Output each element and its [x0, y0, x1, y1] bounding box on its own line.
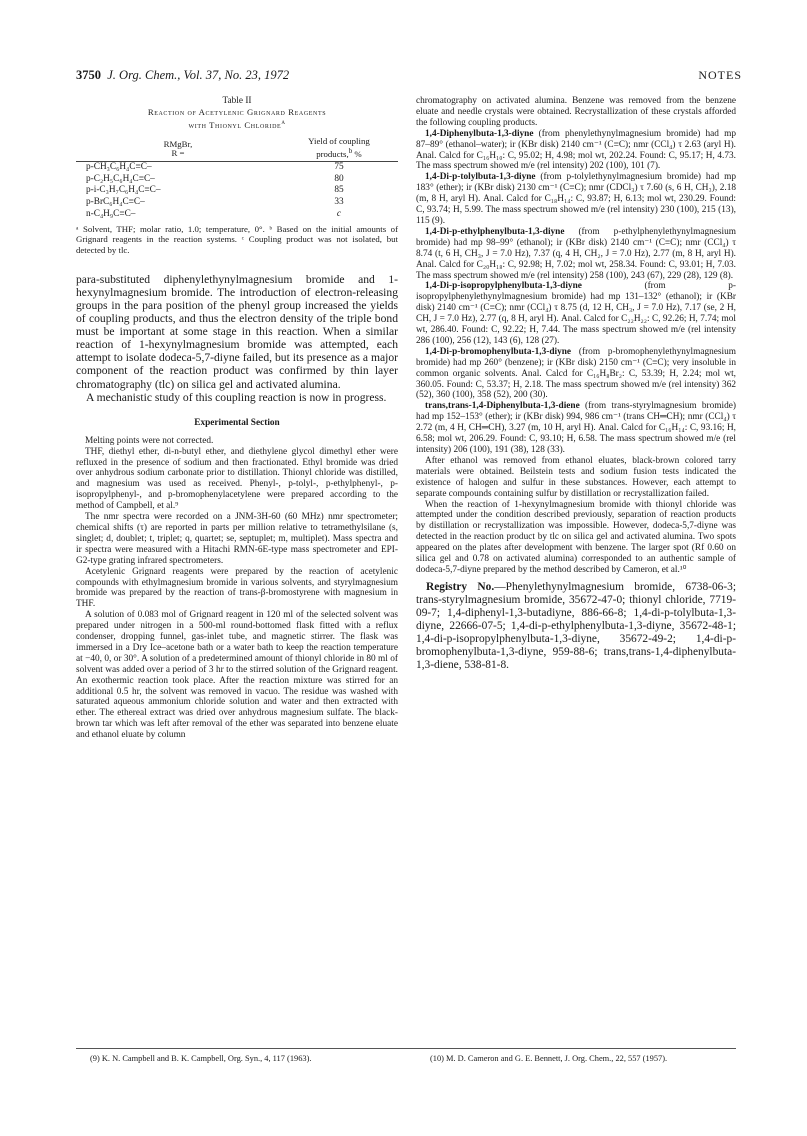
compound-name: 1,4-Di-p-ethylphenylbuta-1,3-diyne [425, 226, 565, 237]
registry-text: —Phenylethynylmagnesium bromide, 6738-06-3; trans-styrylmagnesium bromide, 35672-47-0; thionyl chloride, 7719-09-7; 1,4-diphenyl-1,3-butadiyne, 886-66-8; 1,4-di-p-tolylbuta-1,3-diyne, 22666-07-5; 1,4-di-p-ethylphenylbuta-1,3-diyne, 35672-48-1; 1,4-di-p-isopropylphenylbuta-1,3-diyne, 35672-49-2; 1,4-di-p-bromophenylbuta-1,3-diyne, 959-88-6; trans,trans-1,4-diphenylbuta-1,3-diene, 538-81-8. [416, 580, 736, 672]
table-caption-line2 [76, 117, 398, 130]
compound-entry [416, 281, 736, 346]
table-row [76, 209, 398, 221]
compound-entry [416, 347, 736, 402]
table-row [76, 185, 398, 197]
left-column [76, 96, 398, 741]
compound-entry [416, 227, 736, 282]
table-ii [76, 96, 398, 255]
compound-entry [416, 129, 736, 173]
table-caption-line2-text: with Thionyl Chloride [188, 120, 282, 131]
table-cell-yield: 33 [334, 197, 344, 207]
discussion-paragraph: When the reaction of 1-hexynylmagnesium bromide with thionyl chloride was attempted under the condition described previously, separation of reaction products by distillation or recrystallization was impossible. However, dodeca-5,7-diyne was detected in the reaction product by tlc on silica gel and activated alumina. Two spots appeared on the plates after development with benzene. The larger spot (Rf 0.60 on silica gel and 0.78 on activated alumina) corresponded to an authentic sample of dodeca-5,7-diyne prepared by the method described by Cameron, et al.¹⁰ [416, 499, 736, 575]
registry-numbers [416, 581, 736, 673]
experimental-text [76, 436, 398, 741]
experimental-paragraph: Acetylenic Grignard reagents were prepared by the reaction of acetylenic compounds with ethylmagnesium bromide in various solvents, and styrylmagnesium bromide was prepared by the reaction of trans-β-bromostyrene with magnesium in THF. [76, 566, 398, 610]
table-title: Table II [222, 96, 252, 106]
table-row [76, 197, 398, 209]
experimental-heading: Experimental Section [194, 417, 280, 428]
compound-data: (from trans-styrylmagnesium bromide) had mp 152–153° (ether); ir (KBr disk) 994, 986 cm⁻¹ (trans CH═CH); nmr (CCl₄) τ 2.72 (m, 4 H, CH═CH), 3.27 (m, 10 H, aryl H). Anal. Calcd for C₁₆H₁₄: C, 93.16; H, 6.58; mol wt, 206.29. Found: C, 93.10; H, 6.58. The mass spectrum showed m/e (rel intensity) 206 (100), 191 (38), 128 (33). [416, 401, 736, 455]
page-header [76, 68, 742, 84]
table-footnotes: ᵃ Solvent, THF; molar ratio, 1.0; temperature, 0°. ᵇ Based on the initial amounts of Grignard reagents in the reaction systems. ᶜ Coupling product was not isolated, but detected by tlc. [76, 224, 398, 255]
experimental-paragraph: A solution of 0.083 mol of Grignard reagent in 120 ml of the selected solvent was prepared under nitrogen in a 500-ml round-bottomed flask fitted with a reflux condenser, dropping funnel, gas-inlet tube, and magnetic stirrer. The flask was immersed in a Dry Ice–acetone bath or a water bath to keep the reaction temperature at −40, 0, or 30°. A solution of a predetermined amount of thionyl chloride in 80 ml of solvent was added over a period of 3 hr to the stirred solution of the Grignard reagent. An exothermic reaction took place. After the reaction mixture was stirred for an additional 0.5 hr, the solvent was removed in vacuo. The residue was washed with saturated aqueous ammonium chloride solution and water and then extracted with ether. The ethereal extract was dried over anhydrous magnesium sulfate. The black-brown tar which was left after removal of the ether was separated into benzene eluate and ethanol eluate by column [76, 610, 398, 741]
compound-name: trans,trans-1,4-Diphenylbuta-1,3-diene [425, 401, 580, 412]
yield-table [76, 137, 398, 220]
compound-name: 1,4-Di-p-tolylbuta-1,3-diyne [425, 172, 536, 183]
table-cell-yield: 75 [334, 162, 344, 173]
table-row [76, 162, 398, 174]
compound-data: (from phenylethynylmagnesium bromide) had mp 87–89° (ethanol–water); ir (KBr disk) 2140 cm⁻¹ (C≡C); nmr (CCl₄) τ 2.63 (aryl H). Anal. Calcd for C₁₆H₁₀: C, 95.02; H, 4.98; mol wt, 202.24. Found: C, 95.17; H, 4.73. The mass spectrum showed m/e (rel intensity) 202 (100), 101 (7). [416, 128, 736, 172]
compound-data: (from p-bromophenylethynylmagnesium bromide) had mp 260° (benzene); ir (KBr disk) 2150 cm⁻¹ (C≡C); very insoluble in common organic solvents. Anal. Calcd for C₁₆H₈Br₂: C, 53.39; H, 2.24; mol wt, 360.05. Found: C, 53.37; H, 2.18. The mass spectrum showed m/e (rel intensity) 362 (52), 360 (100), 358 (52), 200 (30). [416, 346, 736, 401]
right-column [416, 96, 736, 673]
table-cell-r: n-C₄H₉C≡C– [86, 208, 136, 219]
experimental-paragraph: Melting points were not corrected. [85, 435, 214, 446]
page-number: 3750 [76, 68, 101, 82]
table-row [76, 174, 398, 186]
col2-unit: % [354, 148, 362, 159]
table-cell-r: p-CH₃C₆H₄C≡C– [86, 162, 152, 173]
col2-line2: products, [316, 148, 349, 159]
compound-entry [416, 172, 736, 227]
reference-10: (10) M. D. Cameron and G. E. Bennett, J. Org. Chem., 22, 557 (1957). [430, 1054, 668, 1063]
compound-name: 1,4-Diphenylbuta-1,3-diyne [425, 128, 534, 139]
right-small-text [416, 96, 736, 576]
compound-name: 1,4-Di-p-bromophenylbuta-1,3-diyne [425, 346, 572, 357]
table-cell-yield: c [336, 208, 342, 219]
experimental-paragraph: THF, diethyl ether, di-n-butyl ether, and diethylene glycol dimethyl ether were refluxed in the presence of sodium and then fractionated. Ethyl bromide was dried over anhydrous sodium carbonate prior to distillation. Thionyl chloride was distilled, and magnesium was used as received. Phenyl-, p-tolyl-, p-ethylphenyl-, p-isopropylphenyl-, and p-bromophenylacetylene were prepared according to the method of Campbell, et al.⁹ [76, 446, 398, 512]
table-caption-footnote-marker: a [281, 118, 286, 127]
continuation-paragraph: chromatography on activated alumina. Benzene was removed from the benzene eluate and needle crystals were obtained. Recrystallization of these crystals afforded the following coupling products. [416, 96, 736, 128]
col2-sup: b [348, 146, 353, 155]
table-cell-r: p-BrC₆H₄C≡C– [86, 197, 145, 207]
registry-label: Registry No. [426, 580, 495, 593]
intro-paragraph: para-substituted diphenylethynylmagnesium bromide and 1-hexynylmagnesium bromide. The introduction of electron-releasing groups in the para position of the phenyl group increased the yields of coupling products, and thus the electron density of the triple bond must be important at some stage in this reaction. When a similar reaction of 1-hexynylmagnesium bromide was attempted, each attempt to isolate dodeca-5,7-diyne failed, but its presence as a major component of the reaction product was confirmed by thin layer chromatography (tlc) on silica gel and activated alumina. [76, 272, 398, 391]
compound-entry [416, 401, 736, 456]
table-cell-yield: 80 [334, 173, 344, 184]
running-head-left [76, 68, 289, 83]
compound-data: (from p-isopropylphenylethynylmagnesium bromide) had mp 131–132° (ethanol); ir (KBr disk) 2140 cm⁻¹ (C≡C); nmr (CCl₄) τ 8.75 (d, 12 H, CH₃, J = 7.0 Hz), 7.17 (se, 2 H, CH, J = 7.0 Hz), 2.77 (q, 8 H, aryl H). Anal. Calcd for C₂₂H₂₂: C, 92.26; H, 7.74; mol wt, 286.40. Found: C, 92.22; H, 7.44. The mass spectrum showed m/e (rel intensity 286 (100), 256 (12), 143 (6), 128 (27). [416, 281, 736, 346]
journal-citation: J. Org. Chem., Vol. 37, No. 23, 1972 [107, 68, 290, 82]
compound-data: (from p-tolylethynylmagnesium bromide) had mp 183° (ether); ir (KBr disk) 2130 cm⁻¹ (C≡C); nmr (CDCl₃) τ 7.60 (s, 6 H, CH₃), 2.18 (m, 8 H, aryl H). Anal. Calcd for C₁₈H₁₄: C, 93.87; H, 6.13; mol wt, 230.29. Found: C, 93.74; H, 5.99. The mass spectrum showed m/e (rel intensity) 230 (100), 215 (13), 115 (9). [416, 172, 736, 226]
table-col-rmgbr [76, 137, 280, 162]
intro-paragraph: A mechanistic study of this coupling reaction is now in progress. [86, 390, 387, 404]
discussion-paragraph: After ethanol was removed from ethanol eluates, black-brown colored tarry materials were obtained. Beilstein tests and sodium fusion tests indicated the existence of halogen and sulfur in these substances. However, each attempt to separate compounds containing sulfur by distillation or recrystallization failed. [416, 455, 736, 499]
compound-name: 1,4-Di-p-isopropylphenylbuta-1,3-diyne [425, 281, 582, 292]
intro-text [76, 273, 398, 404]
section-label: NOTES [698, 68, 742, 82]
compound-data: (from p-ethylphenylethynylmagnesium bromide) had mp 98–99° (ethanol); ir (KBr disk) 2140 cm⁻¹ (C≡C); nmr (CCl₄) τ 8.74 (t, 6 H, CH₃, J = 7.0 Hz), 7.37 (q, 4 H, CH₂, J = 7.0 Hz), 2.77 (m, 8 H, aryl H). Anal. Calcd for C₂₀H₁₈: C, 92.98; H, 7.02; mol wt, 258.34. Found: C, 93.01; H, 7.03. The mass spectrum showed m/e (rel intensity) 258 (100), 243 (67), 229 (28), 129 (8). [416, 226, 736, 281]
table-cell-r: p-C₂H₅C₆H₄C≡C– [86, 173, 155, 184]
footnote-divider [76, 1048, 736, 1049]
col1-line2: R = [171, 148, 185, 159]
table-cell-yield: 85 [334, 185, 344, 196]
experimental-paragraph: The nmr spectra were recorded on a JNM-3H-60 (60 MHz) nmr spectrometer; chemical shifts (τ) are reported in parts per million relative to tetramethylsilane (s, singlet; d, doublet; t, triplet; q, quartet; se, septuplet; m, multiplet). Mass spectra and ir spectra were measured with a Hitachi RMN-6E-type mass spectrometer and EPI-G2-type grating infrared spectrometers. [76, 512, 398, 566]
table-cell-r: p-i-C₃H₇C₆H₄C≡C– [86, 185, 161, 196]
table-caption-line1: Reaction of Acetylenic Grignard Reagents [147, 107, 327, 117]
col2-line1: Yield of coupling [308, 135, 370, 146]
reference-9: (9) K. N. Campbell and B. K. Campbell, Org. Syn., 4, 117 (1963). [90, 1054, 312, 1063]
table-header-row [76, 137, 398, 162]
col1-line1: RMgBr, [163, 138, 193, 149]
table-col-yield [280, 137, 398, 162]
